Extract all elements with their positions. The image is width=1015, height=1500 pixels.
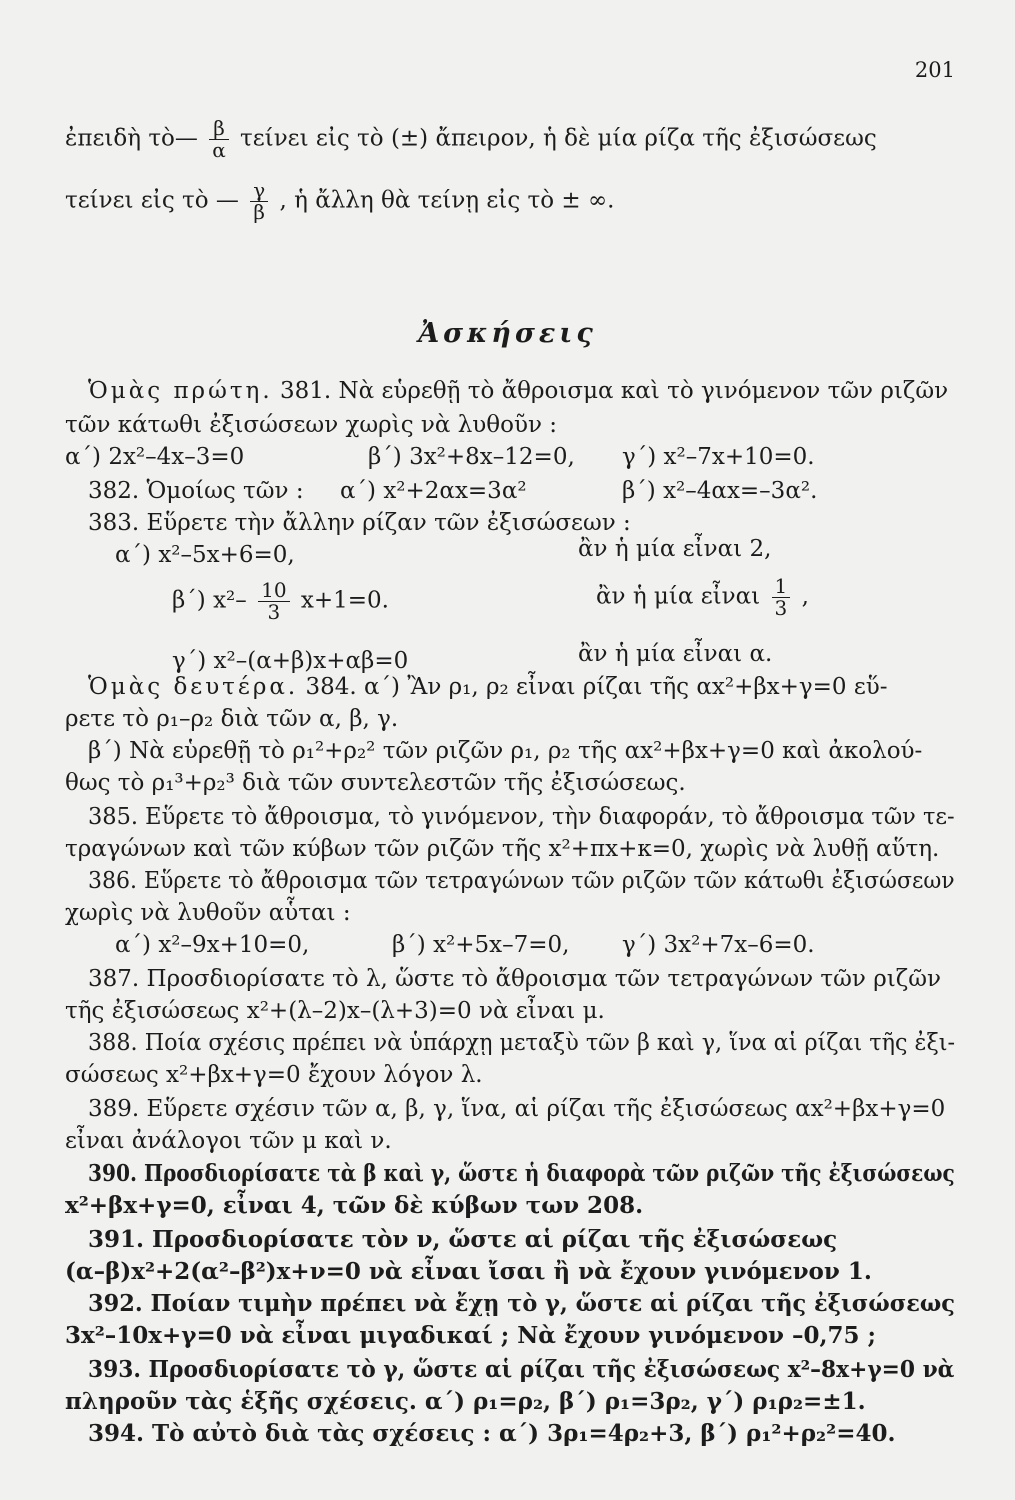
exercise-382-label: 382. Ὁμοίως τῶν :: [88, 478, 304, 504]
exercise-386-c: γ΄) 3x²+7x–6=0.: [622, 932, 815, 958]
fraction-numerator: γ: [250, 180, 268, 202]
intro-line-2-start: τείνει εἰς τὸ —: [65, 187, 239, 214]
exercise-383-text: 383. Εὕρετε τὴν ἄλλην ρίζαν τῶν ἐξισώσεων :: [88, 510, 631, 536]
exercise-382-b: β΄) x²–4αx=–3α².: [622, 478, 818, 504]
exercise-383-a-equation: α΄) x²–5x+6=0,: [115, 542, 295, 568]
exercise-386-line-1: 386. Εὕρετε τὸ ἄθροισμα τῶν τετραγώνων τῶν ριζῶν τῶν κάτωθι ἐξισώσεων: [88, 868, 955, 894]
exercise-383-c-equation: γ΄) x²–(α+β)x+αβ=0: [172, 648, 409, 674]
exercise-383-b-end: x+1=0.: [300, 587, 389, 614]
exercise-381-line-2: τῶν κάτωθι ἐξισώσεων χωρὶς νὰ λυθοῦν :: [65, 412, 558, 438]
intro-line-2: [65, 180, 614, 223]
exercise-383-c-condition: ἂν ἡ μία εἶναι α.: [578, 641, 773, 667]
intro-line-1-end: τείνει εἰς τὸ (±) ἄπειρον, ἡ δὲ μία ρίζα τῆς ἐξισώσεως: [240, 125, 877, 152]
intro-line-2-end: , ἡ ἄλλη θὰ τείνῃ εἰς τὸ ± ∞.: [279, 187, 615, 214]
fraction-beta-over-alpha: [209, 118, 229, 161]
exercise-393-line-1: 393. Προσδιορίσατε τὸ γ, ὥστε αἱ ρίζαι τῆς ἐξισώσεως x²–8x+γ=0 νὰ: [88, 1356, 955, 1383]
exercise-392-line-2: 3x²–10x+γ=0 νὰ εἶναι μιγαδικαί ; Νὰ ἔχουν γινόμενον –0,75 ;: [65, 1322, 877, 1349]
exercise-381-text: 381. Νὰ εὑρεθῇ τὸ ἄθροισμα καὶ τὸ γινόμενον τῶν ριζῶν: [279, 378, 949, 404]
exercise-385-line-2: τραγώνων καὶ τῶν κύβων τῶν ριζῶν τῆς x²+πx+κ=0, χωρὶς νὰ λυθῇ αὕτη.: [65, 836, 940, 862]
exercise-390-line-2: x²+βx+γ=0, εἶναι 4, τῶν δὲ κύβων των 208.: [65, 1192, 644, 1219]
intro-line-1-start: ἐπειδὴ τὸ—: [65, 125, 198, 152]
exercise-394-line: 394. Τὸ αὐτὸ διὰ τὰς σχέσεις : α΄) 3ρ₁=4ρ₂+3, β΄) ρ₁²+ρ₂²=40.: [88, 1420, 896, 1447]
fraction-numerator: β: [209, 118, 229, 140]
exercise-381-c: γ΄) x²–7x+10=0.: [622, 444, 815, 470]
fraction-denominator: 3: [267, 600, 281, 624]
fraction-denominator: α: [212, 138, 226, 162]
exercise-390-line-1: 390. Προσδιορίσατε τὰ β καὶ γ, ὥστε ἡ διαφορὰ τῶν ριζῶν τῆς ἐξισώσεως: [88, 1160, 955, 1187]
exercise-391-line-2: (α–β)x²+2(α²–β²)x+ν=0 νὰ εἶναι ἴσαι ἢ νὰ ἔχουν γινόμενον 1.: [65, 1258, 872, 1285]
fraction-denominator: β: [253, 200, 265, 224]
fraction-gamma-over-beta: [250, 180, 268, 223]
exercise-387-line-2: τῆς ἐξισώσεως x²+(λ–2)x–(λ+3)=0 νὰ εἶναι μ.: [65, 998, 605, 1024]
exercise-382-a: α΄) x²+2αx=3α²: [340, 478, 527, 504]
exercise-391-line-1: 391. Προσδιορίσατε τὸν ν, ὥστε αἱ ρίζαι τῆς ἐξισώσεως: [88, 1226, 838, 1253]
exercise-389-line-2: εἶναι ἀνάλογοι τῶν μ καὶ ν.: [65, 1128, 392, 1154]
exercise-384-line-1: [88, 676, 888, 699]
exercise-384-line-2: ρετε τὸ ρ₁–ρ₂ διὰ τῶν α, β, γ.: [65, 706, 399, 732]
fraction-ten-thirds: [258, 580, 289, 623]
group-one-label: Ὁμὰς πρώτη.: [88, 378, 273, 404]
group-two-label: Ὁμὰς δευτέρα.: [88, 674, 299, 700]
exercise-383-a-condition: ἂν ἡ μία εἶναι 2,: [578, 536, 772, 562]
exercise-383-b-start: β΄) x²–: [172, 587, 247, 614]
fraction-numerator: 1: [772, 576, 791, 598]
fraction-denominator: 3: [774, 596, 788, 620]
exercise-388-line-2: σώσεως x²+βx+γ=0 ἔχουν λόγον λ.: [65, 1062, 483, 1088]
exercise-383-b-condition-text: ἂν ἡ μία εἶναι: [596, 583, 761, 610]
fraction-one-third: [772, 576, 791, 619]
exercise-383-b-condition: [596, 576, 809, 619]
exercise-383-b-condition-end: ,: [801, 583, 809, 610]
exercise-389-line-1: 389. Εὕρετε σχέσιν τῶν α, β, γ, ἵνα, αἱ ρίζαι τῆς ἐξισώσεως αx²+βx+γ=0: [88, 1096, 946, 1122]
exercise-385-line-1: 385. Εὕρετε τὸ ἄθροισμα, τὸ γινόμενον, τὴν διαφοράν, τὸ ἄθροισμα τῶν τε-: [88, 804, 955, 830]
exercise-381-b: β΄) 3x²+8x–12=0,: [368, 444, 575, 470]
exercise-384-text: 384. α΄) Ἂν ρ₁, ρ₂ εἶναι ρίζαι τῆς αx²+βx+γ=0 εὕ-: [305, 674, 888, 700]
exercise-386-b: β΄) x²+5x–7=0,: [392, 932, 570, 958]
exercise-392-line-1: 392. Ποίαν τιμὴν πρέπει νὰ ἔχῃ τὸ γ, ὥστε αἱ ρίζαι τῆς ἐξισώσεως: [88, 1290, 955, 1317]
exercise-384-line-3: β΄) Νὰ εὑρεθῇ τὸ ρ₁²+ρ₂² τῶν ριζῶν ρ₁, ρ₂ τῆς αx²+βx+γ=0 καὶ ἀκολού-: [88, 738, 923, 764]
exercise-383-b-equation: [172, 580, 389, 623]
exercise-386-line-2: χωρὶς νὰ λυθοῦν αὗται :: [65, 900, 351, 926]
intro-line-1: [65, 118, 877, 161]
exercise-387-line-1: 387. Προσδιορίσατε τὸ λ, ὥστε τὸ ἄθροισμα τῶν τετραγώνων τῶν ριζῶν: [88, 966, 941, 992]
exercise-381-a: α΄) 2x²–4x–3=0: [65, 444, 245, 470]
exercise-393-line-2: πληροῦν τὰς ἑξῆς σχέσεις. α΄) ρ₁=ρ₂, β΄) ρ₁=3ρ₂, γ΄) ρ₁ρ₂=±1.: [65, 1388, 866, 1415]
page-number: 201: [914, 58, 955, 82]
exercise-388-line-1: 388. Ποία σχέσις πρέπει νὰ ὑπάρχῃ μεταξὺ τῶν β καὶ γ, ἵνα αἱ ρίζαι τῆς ἐξι-: [88, 1030, 956, 1056]
exercise-381-line-1: [88, 380, 948, 403]
exercise-384-line-4: θως τὸ ρ₁³+ρ₂³ διὰ τῶν συντελεστῶν τῆς ἐξισώσεως.: [65, 770, 686, 796]
fraction-numerator: 10: [258, 580, 289, 602]
exercise-386-a: α΄) x²–9x+10=0,: [115, 932, 310, 958]
section-heading: Ἀσκήσεις: [418, 318, 597, 349]
